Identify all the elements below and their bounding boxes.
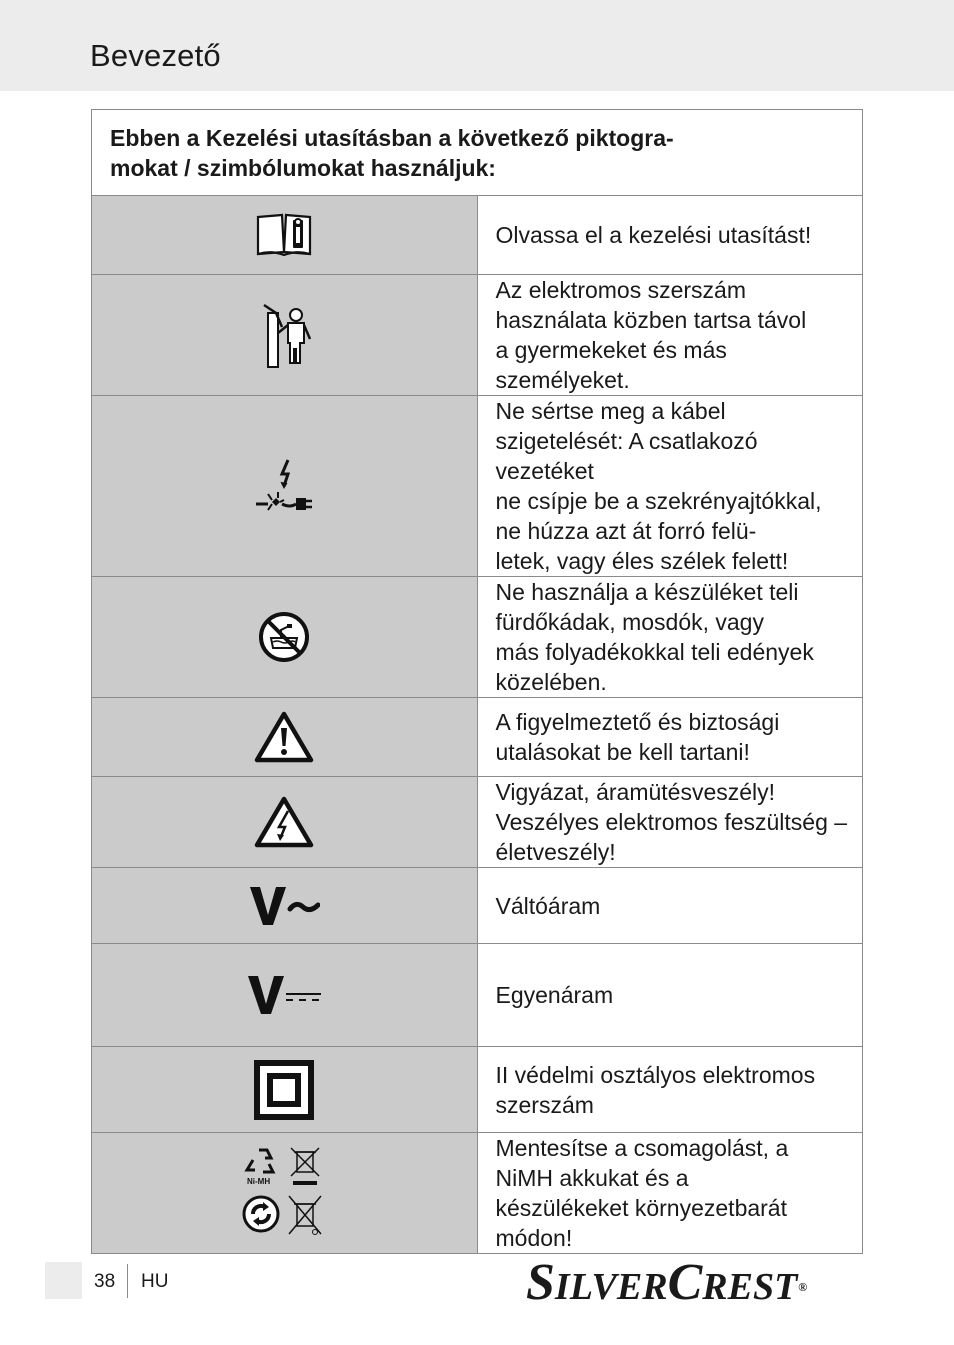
text-cell bbox=[477, 777, 863, 868]
text-cell bbox=[477, 1133, 863, 1254]
electric-shock-icon bbox=[254, 796, 314, 848]
table-row bbox=[92, 777, 863, 868]
green-dot-icon bbox=[244, 1197, 278, 1231]
footer-divider bbox=[127, 1264, 128, 1298]
brand-letter: C bbox=[667, 1254, 703, 1311]
text-cell bbox=[477, 944, 863, 1047]
row-text-line: Váltóáram bbox=[495, 892, 601, 919]
crossed-bin-icon bbox=[291, 1148, 319, 1185]
keep-children-away-icon bbox=[256, 301, 312, 369]
intro-line: mokat / szimbólumokat használjuk: bbox=[110, 154, 496, 181]
row-text-line: a gyermekeket és más személyeket. bbox=[495, 337, 727, 393]
icon-cell bbox=[92, 698, 478, 777]
row-text-line: Olvassa el a kezelési utasítást! bbox=[495, 222, 812, 248]
icon-cell bbox=[92, 196, 478, 275]
text-cell bbox=[477, 577, 863, 698]
language-code: HU bbox=[141, 1271, 169, 1292]
row-text-line: II védelmi osztályos elektromos szerszám bbox=[495, 1061, 816, 1118]
table-row bbox=[92, 396, 863, 577]
row-text-line: más folyadékokkal teli edények közelében. bbox=[495, 639, 814, 695]
read-manual-icon bbox=[255, 212, 313, 258]
row-text-line: Ne használja a készüléket teli fürdőkádak, mosdók, vagy bbox=[495, 579, 799, 635]
icon-cell bbox=[92, 944, 478, 1047]
text-cell bbox=[477, 396, 863, 577]
pictogram-table bbox=[91, 109, 863, 1254]
table-row bbox=[92, 1047, 863, 1133]
text-cell bbox=[477, 196, 863, 275]
text-cell bbox=[477, 275, 863, 396]
text-cell bbox=[477, 698, 863, 777]
brand-letters: ILVER bbox=[554, 1266, 668, 1308]
row-text-line: ne csípje be a szekrényajtókkal, ne húzza azt át forró felü- bbox=[495, 488, 822, 544]
intro-cell bbox=[92, 110, 863, 196]
table-row bbox=[92, 944, 863, 1047]
icon-cell bbox=[92, 275, 478, 396]
page-number: 38 bbox=[94, 1271, 116, 1292]
row-text-line: Vigyázat, áramütésveszély! bbox=[495, 779, 776, 805]
brand-letters: REST bbox=[702, 1266, 798, 1308]
table-row bbox=[92, 868, 863, 944]
alternating-current-icon bbox=[248, 883, 320, 929]
direct-current-icon bbox=[246, 972, 322, 1018]
icon-cell bbox=[92, 1047, 478, 1133]
protection-class-ii-icon bbox=[254, 1060, 314, 1120]
nimh-label: Ni-MH bbox=[247, 1177, 271, 1186]
crossed-bin-icon-2 bbox=[289, 1196, 321, 1235]
icon-cell bbox=[92, 777, 478, 868]
disposal-recycling-icon bbox=[241, 1146, 327, 1240]
row-text-line: Veszélyes elektromos feszültség – életveszély! bbox=[495, 809, 848, 865]
table-row bbox=[92, 1133, 863, 1254]
warning-triangle-icon bbox=[254, 711, 314, 763]
intro-line: Ebben a Kezelési utasításban a következő piktogra- bbox=[110, 124, 674, 151]
recycle-symbol-icon bbox=[247, 1150, 273, 1172]
row-text-line: Mentesítse a csomagolást, a NiMH akkukat és a bbox=[495, 1135, 789, 1191]
footer-tab bbox=[45, 1262, 82, 1299]
row-text-line: letek, vagy éles szélek felett! bbox=[495, 548, 789, 574]
page-title: Bevezető bbox=[90, 38, 221, 73]
table-row bbox=[92, 577, 863, 698]
brand-letter: S bbox=[526, 1254, 555, 1311]
brand-logo bbox=[526, 1254, 808, 1312]
table-row bbox=[92, 275, 863, 396]
table-intro-row bbox=[92, 110, 863, 196]
row-text-line: Az elektromos szerszám használata közben tartsa távol bbox=[495, 277, 807, 333]
row-text-line: A figyelmeztető és biztosági utalásokat be kell tartani! bbox=[495, 709, 780, 765]
registered-mark: ® bbox=[798, 1280, 808, 1294]
icon-cell bbox=[92, 396, 478, 577]
text-cell bbox=[477, 868, 863, 944]
icon-cell bbox=[92, 1133, 478, 1254]
icon-cell bbox=[92, 868, 478, 944]
cable-damage-icon bbox=[254, 458, 314, 514]
icon-cell bbox=[92, 577, 478, 698]
table-row bbox=[92, 698, 863, 777]
row-text-line: Egyenáram bbox=[495, 982, 614, 1008]
row-text-line: készülékeket környezetbarát módon! bbox=[495, 1195, 787, 1251]
text-cell bbox=[477, 1047, 863, 1133]
no-bathtub-icon bbox=[257, 610, 311, 664]
table-row bbox=[92, 196, 863, 275]
row-text-line: Ne sértse meg a kábel szigetelését: A csatlakozó vezetéket bbox=[495, 398, 758, 484]
